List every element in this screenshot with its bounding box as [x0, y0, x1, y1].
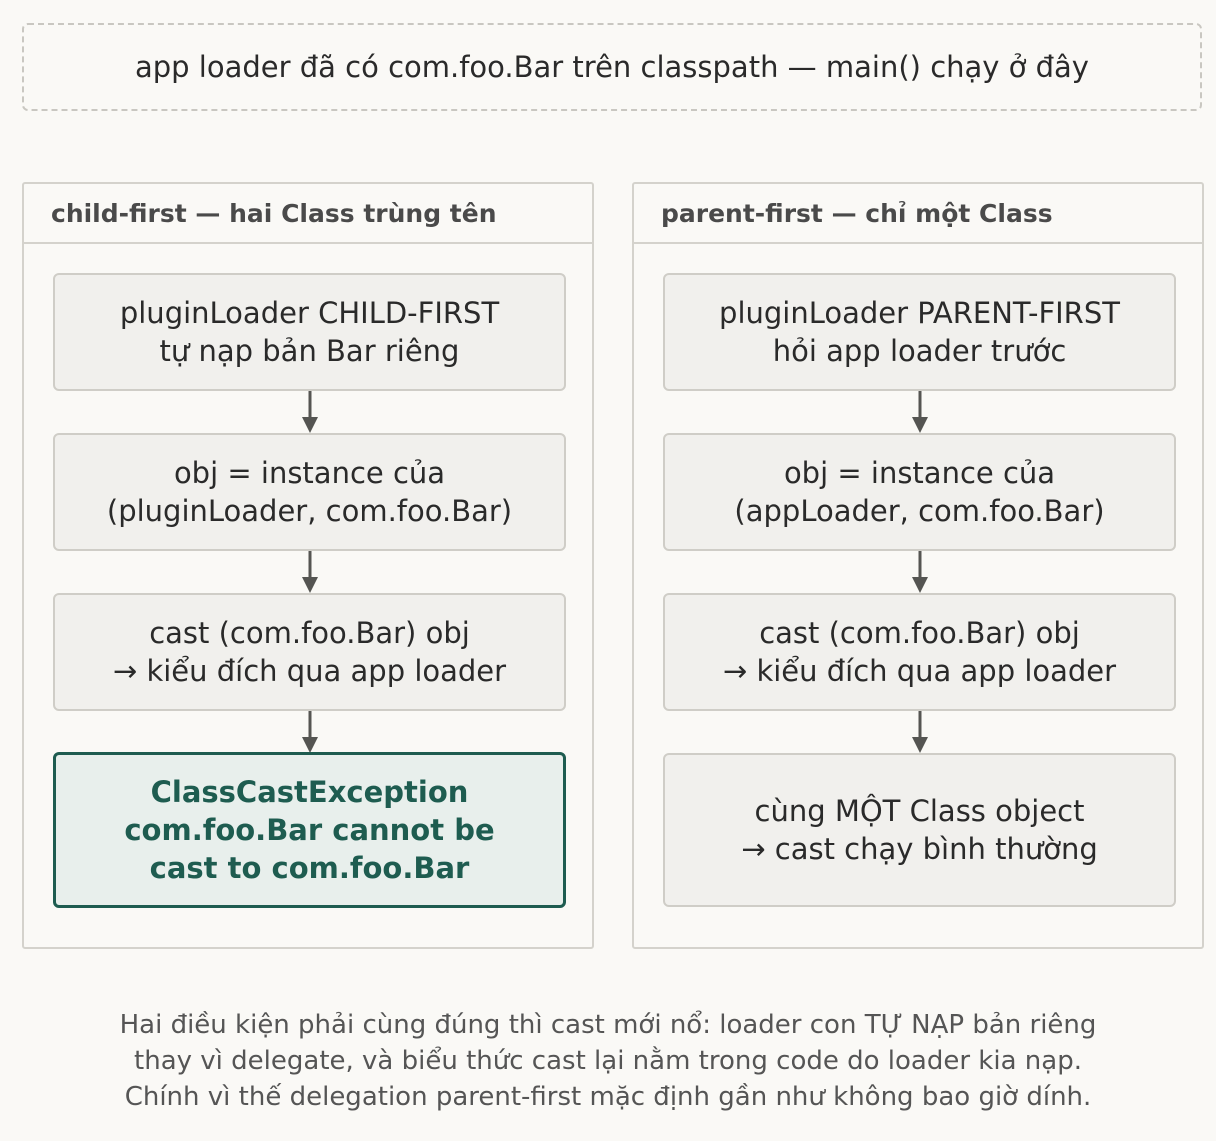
step-instance [663, 433, 1176, 551]
class-cast-exception-box [53, 752, 566, 908]
step-line: obj = instance của [783, 456, 1056, 490]
explanation-caption [0, 1007, 1216, 1115]
caption-line: Hai điều kiện phải cùng đúng thì cast mới nổ: loader con TỰ NẠP bản riêng [119, 1010, 1097, 1040]
step-line: → kiểu đích qua app loader [112, 654, 507, 688]
flow-arrow [912, 391, 928, 433]
parent-first-panel [632, 182, 1204, 949]
classpath-banner [22, 23, 1202, 111]
step-line: obj = instance của [173, 456, 446, 490]
flow-arrow [302, 391, 318, 433]
step-line: cast to com.foo.Bar [149, 851, 470, 885]
flow-arrow [912, 551, 928, 593]
same-class-object-box [663, 753, 1176, 907]
panel-title: parent-first — chỉ một Class [634, 184, 1202, 244]
step-cast [53, 593, 566, 711]
step-ask-app-loader [663, 273, 1176, 391]
banner-text: app loader đã có com.foo.Bar trên classpath — main() chạy ở đây [135, 50, 1089, 84]
step-line: pluginLoader CHILD-FIRST [119, 296, 500, 330]
flow-arrow [302, 711, 318, 753]
step-line: hỏi app loader trước [772, 334, 1067, 368]
caption-line: thay vì delegate, và biểu thức cast lại nằm trong code do loader kia nạp. [134, 1046, 1082, 1076]
caption-line: Chính vì thế delegation parent-first mặc định gần như không bao giờ dính. [124, 1082, 1092, 1112]
step-line: (appLoader, com.foo.Bar) [734, 494, 1105, 528]
step-line: cùng MỘT Class object [754, 794, 1085, 828]
flow-arrow [302, 551, 318, 593]
step-line: ClassCastException [150, 775, 469, 809]
flow-arrow [912, 711, 928, 753]
step-line: (pluginLoader, com.foo.Bar) [106, 494, 513, 528]
step-line: com.foo.Bar cannot be [124, 813, 495, 847]
step-line: → kiểu đích qua app loader [722, 654, 1117, 688]
panel-title: child-first — hai Class trùng tên [24, 184, 592, 244]
step-line: pluginLoader PARENT-FIRST [719, 296, 1120, 330]
step-load-own-bar [53, 273, 566, 391]
step-line: tự nạp bản Bar riêng [159, 334, 460, 368]
step-cast [663, 593, 1176, 711]
child-first-panel [22, 182, 594, 949]
step-line: → cast chạy bình thường [741, 832, 1098, 866]
step-instance [53, 433, 566, 551]
step-line: cast (com.foo.Bar) obj [759, 616, 1080, 650]
step-line: cast (com.foo.Bar) obj [149, 616, 470, 650]
